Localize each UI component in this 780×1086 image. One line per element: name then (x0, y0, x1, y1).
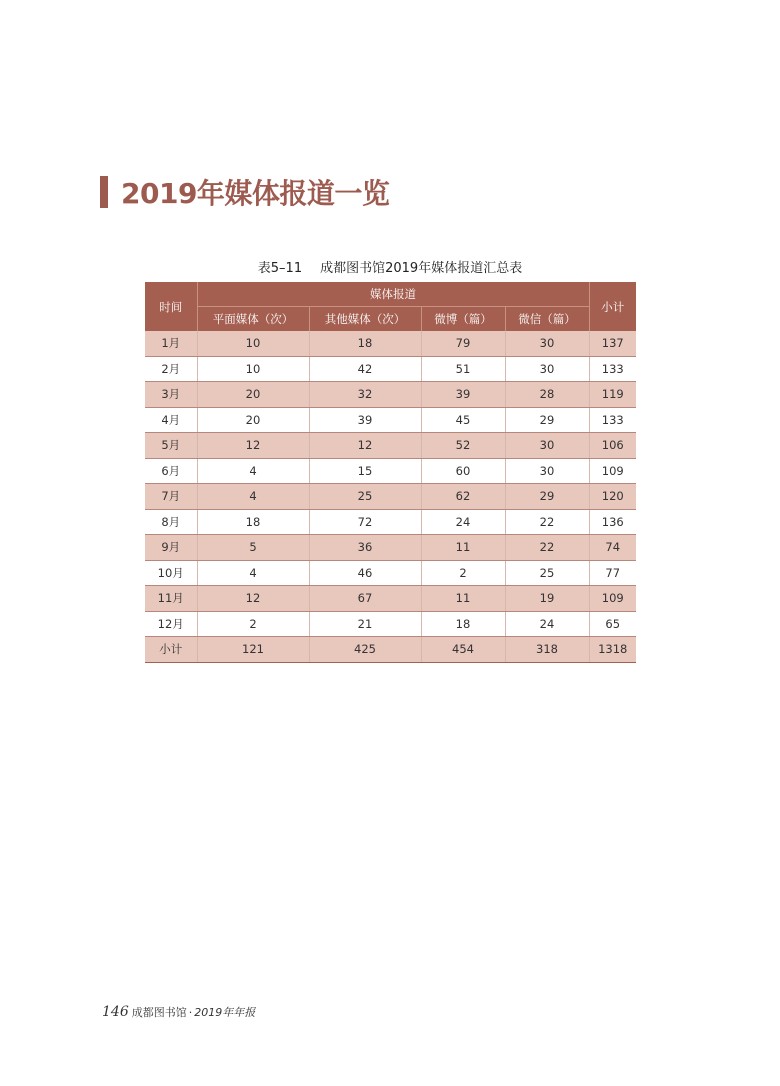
table-cell: 77 (589, 560, 636, 586)
table-cell: 79 (421, 331, 505, 356)
header-weibo: 微博（篇） (421, 307, 505, 332)
table-cell: 小计 (145, 637, 197, 663)
page-number: 146 (102, 1004, 129, 1020)
table-cell: 425 (309, 637, 421, 663)
table-cell: 4 (197, 484, 309, 510)
table-cell: 52 (421, 433, 505, 459)
table-cell: 119 (589, 382, 636, 408)
table-cell: 51 (421, 356, 505, 382)
table-cell: 4月 (145, 407, 197, 433)
table-cell: 136 (589, 509, 636, 535)
table-cell: 15 (309, 458, 421, 484)
table-cell: 42 (309, 356, 421, 382)
table-cell: 2月 (145, 356, 197, 382)
table-cell: 22 (505, 535, 589, 561)
table-cell: 11 (421, 586, 505, 612)
table-cell: 9月 (145, 535, 197, 561)
header-print-media: 平面媒体（次） (197, 307, 309, 332)
page-footer (102, 1004, 255, 1020)
table-cell: 72 (309, 509, 421, 535)
footer-edition: 2019年年报 (194, 1006, 256, 1019)
table-cell: 25 (309, 484, 421, 510)
section-heading (100, 172, 389, 212)
table-cell: 30 (505, 433, 589, 459)
table-total-row (145, 637, 636, 663)
table-cell: 21 (309, 611, 421, 637)
table-number: 表5–11 (257, 261, 303, 276)
table-row (145, 433, 636, 459)
table-cell: 137 (589, 331, 636, 356)
header-total: 小计 (589, 282, 636, 331)
table-cell: 67 (309, 586, 421, 612)
table-cell: 5 (197, 535, 309, 561)
footer-org: 成都图书馆 (131, 1006, 187, 1019)
table-cell: 109 (589, 586, 636, 612)
table-row (145, 458, 636, 484)
table-cell: 4 (197, 458, 309, 484)
header-other-media: 其他媒体（次） (309, 307, 421, 332)
table-cell: 60 (421, 458, 505, 484)
table-cell: 2 (421, 560, 505, 586)
table-cell: 11 (421, 535, 505, 561)
footer-separator: · (188, 1006, 193, 1019)
table-cell: 29 (505, 484, 589, 510)
table-row (145, 331, 636, 356)
table-row (145, 509, 636, 535)
table-cell: 133 (589, 407, 636, 433)
header-time: 时间 (145, 282, 197, 331)
table-cell: 10 (197, 356, 309, 382)
table-cell: 39 (309, 407, 421, 433)
table-row (145, 382, 636, 408)
table-cell: 12 (197, 586, 309, 612)
header-media-group: 媒体报道 (197, 282, 589, 307)
table-cell: 30 (505, 458, 589, 484)
table-cell: 1318 (589, 637, 636, 663)
table-cell: 65 (589, 611, 636, 637)
header-wechat: 微信（篇） (505, 307, 589, 332)
table-cell: 106 (589, 433, 636, 459)
table-cell: 133 (589, 356, 636, 382)
table-cell: 22 (505, 509, 589, 535)
table-cell: 20 (197, 382, 309, 408)
table-cell: 18 (309, 331, 421, 356)
table-cell: 4 (197, 560, 309, 586)
table-row (145, 586, 636, 612)
table-cell: 29 (505, 407, 589, 433)
table-cell: 24 (421, 509, 505, 535)
table-cell: 121 (197, 637, 309, 663)
table-cell: 28 (505, 382, 589, 408)
table-cell: 6月 (145, 458, 197, 484)
table-cell: 11月 (145, 586, 197, 612)
table-cell: 32 (309, 382, 421, 408)
table-cell: 10月 (145, 560, 197, 586)
table-cell: 18 (421, 611, 505, 637)
table-cell: 5月 (145, 433, 197, 459)
table-cell: 120 (589, 484, 636, 510)
media-report-table (145, 282, 636, 663)
table-cell: 74 (589, 535, 636, 561)
table-cell: 318 (505, 637, 589, 663)
table-cell: 1月 (145, 331, 197, 356)
table-cell: 12 (309, 433, 421, 459)
table-cell: 12月 (145, 611, 197, 637)
table-cell: 39 (421, 382, 505, 408)
table-cell: 30 (505, 356, 589, 382)
table-row (145, 484, 636, 510)
table-cell: 12 (197, 433, 309, 459)
table-row (145, 560, 636, 586)
table-cell: 10 (197, 331, 309, 356)
table-cell: 25 (505, 560, 589, 586)
table-cell: 30 (505, 331, 589, 356)
table-row (145, 611, 636, 637)
table-row (145, 407, 636, 433)
table-cell: 46 (309, 560, 421, 586)
table-row (145, 356, 636, 382)
table-cell: 7月 (145, 484, 197, 510)
table-cell: 2 (197, 611, 309, 637)
table-cell: 3月 (145, 382, 197, 408)
table-title: 成都图书馆2019年媒体报道汇总表 (320, 261, 523, 276)
table-cell: 18 (197, 509, 309, 535)
table-cell: 24 (505, 611, 589, 637)
table-cell: 8月 (145, 509, 197, 535)
table-cell: 36 (309, 535, 421, 561)
table-cell: 45 (421, 407, 505, 433)
heading-title: 2019年媒体报道一览 (121, 177, 390, 210)
table-caption (145, 257, 635, 276)
table-cell: 454 (421, 637, 505, 663)
table-cell: 109 (589, 458, 636, 484)
table-cell: 19 (505, 586, 589, 612)
table-row (145, 535, 636, 561)
table-cell: 62 (421, 484, 505, 510)
heading-accent-bar (100, 176, 108, 208)
table-cell: 20 (197, 407, 309, 433)
